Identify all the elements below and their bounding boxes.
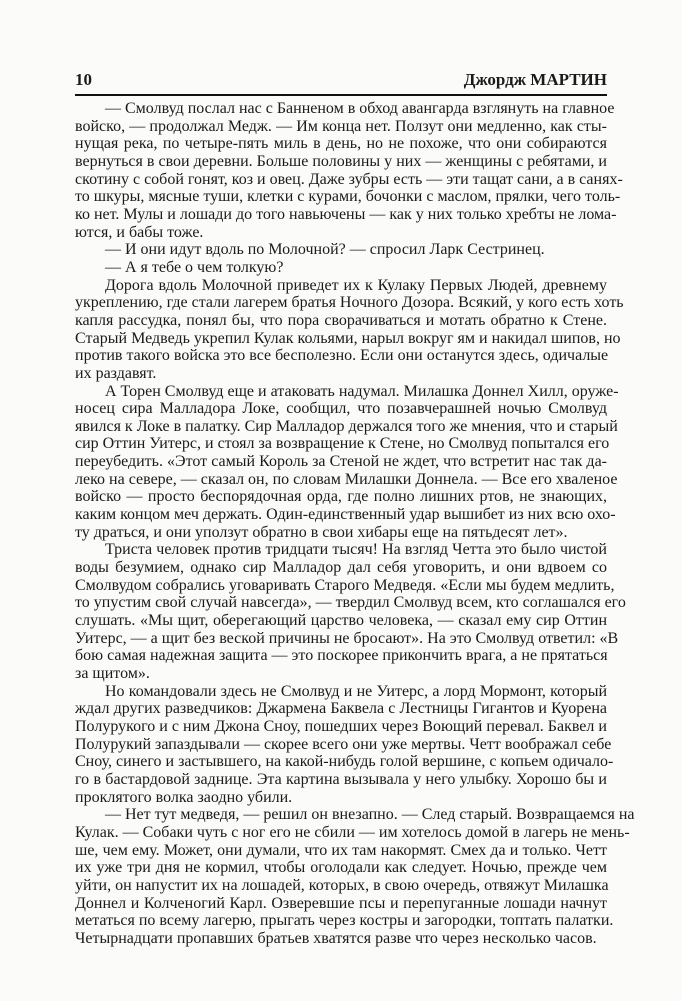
text-line: за щитом». — [75, 665, 150, 682]
text-line: их уже три дня не кормил, чтобы оголодали как следует. Ночью, прежде чем — [75, 859, 607, 877]
text-line: — И они идут вдоль по Молочной? — спросил Ларк Сестринец. — [105, 241, 545, 259]
text-line: го в бастардовой заднице. Эта картина вызывала у него улыбку. Хорошо бы и — [75, 770, 607, 788]
text-line: проклятого волка заодно убили. — [75, 788, 293, 806]
text-line: войско — просто беспорядочная орда, где полно лишних ртов, не знающих, — [75, 488, 607, 506]
running-header — [75, 68, 607, 96]
text-line: Полурукого и с ним Джона Сноу, пошедших через Воющий перевал. Баквел и — [75, 717, 607, 735]
text-line: их раздавят. — [75, 364, 157, 382]
text-line: — Смолвуд послал нас с Банненом в обход авангарда взглянуть на главное — [105, 100, 615, 117]
text-line: ше, чем ему. Может, они думали, что их там накормят. Смех да и только. Четт — [75, 841, 607, 859]
text-line: ются, и бабы тоже. — [75, 223, 204, 241]
text-line: Сноу, синего и застывшего, на какой-нибудь голой вершине, с копьем одичало- — [75, 753, 614, 771]
text-line: укреплению, где стали лагерем братья Ночного Дозора. Всякий, у кого есть хоть — [75, 294, 624, 312]
text-line: Четырнадцати пропавших братьев хватятся разве что через несколько часов. — [75, 929, 597, 947]
paragraph — [75, 276, 624, 383]
text-line: Кулак. — Собаки чуть с ног его не сбили — им хотелось домой в лагерь не мень- — [75, 823, 630, 841]
paragraph — [75, 682, 614, 807]
paragraph — [75, 241, 607, 259]
paragraph — [75, 100, 623, 241]
text-line: вернуться в свои деревни. Больше половины у них — женщины с ребятами, и — [75, 152, 607, 170]
text-line: явился к Локе в палатку. Сир Малладор держался того же мнения, что и старый — [75, 417, 618, 435]
body-text — [75, 100, 635, 948]
text-line: Старый Медведь укрепил Кулак кольями, нарыл вокруг ям и накидал шипов, но — [75, 329, 621, 347]
text-line: Доннел и Колченогий Карл. Озверевшие псы и перепуганные лошади начнут — [75, 894, 607, 912]
text-line: ждал других разведчиков: Джармена Баквела с Лестницы Гигантов и Куорена — [75, 700, 607, 718]
text-line: против такого войска это все бесполезно. Если они останутся здесь, одичалые — [75, 347, 609, 365]
paragraph — [75, 382, 619, 542]
text-line: бою самая надежная защита — это поскорее прикончить врага, а не прятаться — [75, 647, 608, 665]
paragraph — [75, 806, 635, 947]
text-line: уйти, он напустит их на лошадей, которых, в свою очередь, отвяжут Милашка — [75, 876, 609, 894]
text-line: ту драться, и они уползут обратно в свои хибары еще на пятьдесят лет». — [75, 523, 568, 541]
text-line: ко нет. Мулы и лошади до того навьючены — как у них только хребты не лома- — [75, 205, 617, 223]
paragraph — [75, 541, 626, 682]
text-line: Триста человек против тридцати тысяч! На взгляд Четта это было чистой — [105, 541, 607, 559]
text-line: нущая река, по четыре-пять миль в день, но не похоже, что они собираются — [75, 135, 607, 153]
text-line: сир Оттин Уитерс, и стоял за возвращение к Стене, но Смолвуд попытался его — [75, 435, 610, 453]
text-line: слушать. «Мы щит, оберегающий царство человека, — сказал ему сир Оттин — [75, 612, 607, 630]
text-line: — А я тебе о чем толкую? — [105, 258, 284, 276]
text-line: Дорога вдоль Молочной приведет их к Кулаку Первых Людей, древнему — [105, 276, 607, 294]
text-line: воды безумием, однако сир Малладор дал себя уговорить, и они вдвоем со — [75, 559, 607, 577]
text-line: Смолвудом собрались уговаривать Старого Медведя. «Если мы будем медлить, — [75, 576, 615, 594]
text-line: переубедить. «Этот самый Король за Стеной не ждет, что встретит нас так да- — [75, 453, 607, 471]
text-line: то шкуры, мясные туши, клетки с курами, бочонки с маслом, прялки, чего толь- — [75, 188, 621, 206]
text-line: войско, — продолжал Медж. — Им конца нет. Ползут они медленно, как сты- — [75, 117, 607, 135]
page-number: 10 — [75, 70, 92, 89]
running-title: Джордж МАРТИН — [463, 70, 607, 89]
text-line: леко на севере, — сказал он, по словам Милашки Доннела. — Все его хваленое — [75, 470, 618, 488]
text-line: Уитерс, — а щит без веской причины не бросают». На это Смолвуд ответил: «В — [75, 629, 619, 647]
text-line: носец сира Малладора Локе, сообщил, что позавчерашней ночью Смолвуд — [75, 400, 607, 418]
text-line: Полурукий запаздывали — скорее всего они уже мертвы. Четт воображал себе — [75, 735, 612, 753]
paragraph — [75, 259, 607, 277]
text-line: метаться по всему лагерю, прыгать через костры и загородки, топтать палатки. — [75, 912, 614, 930]
text-line: каким концом меч держать. Один-единственный удар вышибет из них всю охо- — [75, 506, 616, 524]
text-line: Но командовали здесь не Смолвуд и не Уитерс, а лорд Мормонт, который — [105, 682, 607, 700]
text-line: капля рассудка, понял бы, что пора сворачиваться и мотать обратно к Стене. — [75, 311, 607, 329]
text-line: А Торен Смолвуд еще и атаковать надумал. Милашка Доннел Хилл, оруже- — [105, 382, 619, 400]
text-line: то упустим свой случай навсегда», — твердил Смолвуд всем, кто соглашался его — [75, 594, 626, 612]
text-line: скотину с собой гонят, коз и овец. Даже зубры есть — эти тащат сани, а в санях- — [75, 170, 623, 188]
text-line: — Нет тут медведя, — решил он внезапно. — След старый. Возвращаемся на — [105, 806, 635, 824]
